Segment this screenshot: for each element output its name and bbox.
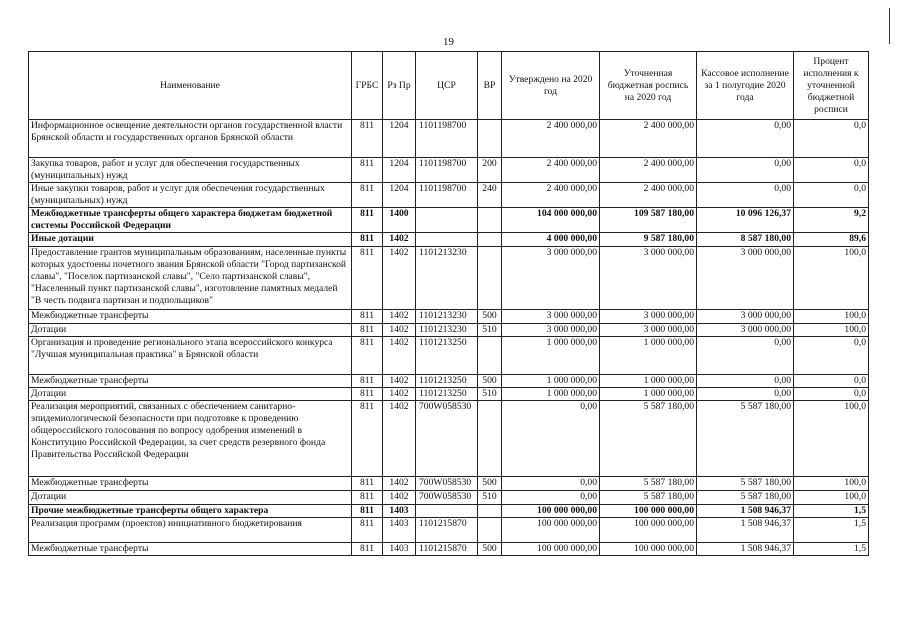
cell-name: Реализация мероприятий, связанных с обеспечением санитарно-эпидемиологической безопасности при подготовке к проведению общероссийского голосования по вопросу одобрения изменений в Конституцию Российской Федерации, за счет средств резервного фонда Правительства Российской Федерации [29, 401, 352, 477]
cell-rzpr: 1402 [383, 491, 416, 505]
cell-rzpr: 1204 [383, 183, 416, 208]
cell-rzpr: 1402 [383, 337, 416, 375]
cell-cash: 3 000 000,00 [697, 247, 794, 310]
table-row [29, 233, 869, 247]
table-row [29, 183, 869, 208]
cell-csr: 700W058530 [416, 491, 478, 505]
cell-name: Иные закупки товаров, работ и услуг для обеспечения государственных (муниципальных) нужд [29, 183, 352, 208]
cell-approved: 1 000 000,00 [502, 388, 600, 401]
cell-approved: 1 000 000,00 [502, 337, 600, 375]
cell-csr: 700W058530 [416, 401, 478, 477]
cell-name: Межбюджетные трансферты [29, 477, 352, 491]
cell-grbs: 811 [352, 247, 383, 310]
table-row [29, 324, 869, 337]
table-header-row [29, 52, 869, 120]
cell-rzpr: 1402 [383, 401, 416, 477]
cell-cash: 0,00 [697, 388, 794, 401]
cell-name: Реализация программ (проектов) инициативного бюджетирования [29, 518, 352, 543]
cell-csr: 1101213230 [416, 324, 478, 337]
cell-percent: 100,0 [794, 310, 869, 324]
cell-approved: 1 000 000,00 [502, 375, 600, 388]
cell-rzpr: 1403 [383, 518, 416, 543]
cell-refined: 1 000 000,00 [600, 337, 697, 375]
cell-approved: 100 000 000,00 [502, 505, 600, 518]
cell-name: Дотации [29, 388, 352, 401]
cell-percent: 100,0 [794, 491, 869, 505]
table-row [29, 477, 869, 491]
cell-percent: 100,0 [794, 477, 869, 491]
cell-csr: 700W058530 [416, 477, 478, 491]
page-number: 19 [443, 36, 454, 48]
cell-name: Прочие межбюджетные трансферты общего характера [29, 505, 352, 518]
cell-cash: 5 587 180,00 [697, 401, 794, 477]
cell-rzpr: 1204 [383, 120, 416, 158]
cell-rzpr: 1402 [383, 310, 416, 324]
table-row [29, 491, 869, 505]
cell-rzpr: 1402 [383, 477, 416, 491]
cell-vr [478, 247, 502, 310]
table-row [29, 310, 869, 324]
table-row [29, 401, 869, 477]
cell-grbs: 811 [352, 310, 383, 324]
cell-rzpr: 1204 [383, 158, 416, 183]
table-row [29, 247, 869, 310]
table-row [29, 388, 869, 401]
cell-name: Межбюджетные трансферты [29, 310, 352, 324]
cell-percent: 0,0 [794, 375, 869, 388]
cell-rzpr: 1402 [383, 324, 416, 337]
cell-refined: 3 000 000,00 [600, 247, 697, 310]
cell-grbs: 811 [352, 477, 383, 491]
cell-percent: 1,5 [794, 518, 869, 543]
cell-csr: 1101198700 [416, 158, 478, 183]
cell-grbs: 811 [352, 337, 383, 375]
cell-cash: 0,00 [697, 120, 794, 158]
cell-grbs: 811 [352, 505, 383, 518]
cell-rzpr: 1403 [383, 543, 416, 556]
cell-name: Организация и проведение регионального этапа всероссийского конкурса "Лучшая муниципальная практика" в Брянской области [29, 337, 352, 375]
cell-approved: 4 000 000,00 [502, 233, 600, 247]
cell-percent: 1,5 [794, 505, 869, 518]
cell-cash: 5 587 180,00 [697, 491, 794, 505]
cell-csr: 1101213230 [416, 310, 478, 324]
cell-refined: 3 000 000,00 [600, 324, 697, 337]
cell-grbs: 811 [352, 324, 383, 337]
cell-rzpr: 1402 [383, 247, 416, 310]
cell-percent: 100,0 [794, 401, 869, 477]
header-percent: Процент исполнения к уточненной бюджетной росписи [794, 52, 869, 120]
cell-cash: 1 508 946,37 [697, 518, 794, 543]
cell-csr: 1101213250 [416, 388, 478, 401]
cell-approved: 2 400 000,00 [502, 183, 600, 208]
cell-csr: 1101215870 [416, 543, 478, 556]
table-row [29, 375, 869, 388]
table-row [29, 505, 869, 518]
cell-refined: 2 400 000,00 [600, 158, 697, 183]
cell-refined: 100 000 000,00 [600, 543, 697, 556]
cell-csr [416, 208, 478, 233]
cell-vr: 240 [478, 183, 502, 208]
header-csr: ЦСР [416, 52, 478, 120]
cell-rzpr: 1403 [383, 505, 416, 518]
cell-percent: 100,0 [794, 324, 869, 337]
cell-cash: 3 000 000,00 [697, 324, 794, 337]
cell-name: Межбюджетные трансферты общего характера бюджетам бюджетной системы Российской Федерации [29, 208, 352, 233]
table-row [29, 158, 869, 183]
cell-grbs: 811 [352, 208, 383, 233]
cell-csr: 1101198700 [416, 183, 478, 208]
cell-vr: 510 [478, 324, 502, 337]
cell-name: Межбюджетные трансферты [29, 375, 352, 388]
cell-approved: 0,00 [502, 401, 600, 477]
cell-vr [478, 208, 502, 233]
cell-cash: 10 096 126,37 [697, 208, 794, 233]
cell-vr [478, 518, 502, 543]
margin-line [889, 8, 890, 44]
cell-percent: 0,0 [794, 337, 869, 375]
table-row [29, 208, 869, 233]
cell-refined: 1 000 000,00 [600, 375, 697, 388]
cell-grbs: 811 [352, 491, 383, 505]
header-cash: Кассовое исполнение за 1 полугодие 2020 года [697, 52, 794, 120]
cell-csr: 1101213250 [416, 375, 478, 388]
cell-name: Дотации [29, 324, 352, 337]
cell-name: Информационное освещение деятельности органов государственной власти Брянской области и государственных органов Брянской области [29, 120, 352, 158]
cell-rzpr: 1402 [383, 388, 416, 401]
cell-cash: 5 587 180,00 [697, 477, 794, 491]
cell-approved: 0,00 [502, 491, 600, 505]
cell-percent: 1,5 [794, 543, 869, 556]
cell-cash: 0,00 [697, 375, 794, 388]
cell-approved: 100 000 000,00 [502, 543, 600, 556]
cell-percent: 0,0 [794, 120, 869, 158]
cell-grbs: 811 [352, 183, 383, 208]
cell-grbs: 811 [352, 543, 383, 556]
cell-approved: 3 000 000,00 [502, 324, 600, 337]
cell-cash: 3 000 000,00 [697, 310, 794, 324]
cell-refined: 5 587 180,00 [600, 491, 697, 505]
cell-refined: 5 587 180,00 [600, 401, 697, 477]
cell-refined: 2 400 000,00 [600, 120, 697, 158]
cell-name: Дотации [29, 491, 352, 505]
budget-table [28, 51, 869, 556]
cell-approved: 100 000 000,00 [502, 518, 600, 543]
cell-grbs: 811 [352, 388, 383, 401]
cell-cash: 8 587 180,00 [697, 233, 794, 247]
cell-percent: 0,0 [794, 158, 869, 183]
cell-refined: 9 587 180,00 [600, 233, 697, 247]
cell-vr: 500 [478, 375, 502, 388]
cell-name: Иные дотации [29, 233, 352, 247]
cell-name: Межбюджетные трансферты [29, 543, 352, 556]
cell-rzpr: 1402 [383, 375, 416, 388]
table-body [29, 120, 869, 556]
cell-cash: 1 508 946,37 [697, 543, 794, 556]
cell-grbs: 811 [352, 518, 383, 543]
cell-vr [478, 233, 502, 247]
cell-rzpr: 1402 [383, 233, 416, 247]
cell-vr: 510 [478, 491, 502, 505]
header-vr: ВР [478, 52, 502, 120]
cell-refined: 1 000 000,00 [600, 388, 697, 401]
cell-percent: 100,0 [794, 247, 869, 310]
cell-refined: 109 587 180,00 [600, 208, 697, 233]
header-approved: Утверждено на 2020 год [502, 52, 600, 120]
cell-vr: 500 [478, 477, 502, 491]
cell-percent: 9,2 [794, 208, 869, 233]
cell-percent: 0,0 [794, 183, 869, 208]
cell-rzpr: 1400 [383, 208, 416, 233]
cell-csr [416, 505, 478, 518]
cell-vr [478, 401, 502, 477]
cell-vr: 500 [478, 310, 502, 324]
cell-csr: 1101213250 [416, 337, 478, 375]
cell-grbs: 811 [352, 375, 383, 388]
cell-grbs: 811 [352, 233, 383, 247]
cell-refined: 100 000 000,00 [600, 518, 697, 543]
cell-approved: 3 000 000,00 [502, 247, 600, 310]
header-grbs: ГРБС [352, 52, 383, 120]
cell-approved: 0,00 [502, 477, 600, 491]
cell-cash: 0,00 [697, 337, 794, 375]
cell-csr: 1101213230 [416, 247, 478, 310]
cell-grbs: 811 [352, 401, 383, 477]
cell-vr [478, 120, 502, 158]
cell-vr: 500 [478, 543, 502, 556]
table-row [29, 543, 869, 556]
cell-approved: 3 000 000,00 [502, 310, 600, 324]
cell-approved: 2 400 000,00 [502, 120, 600, 158]
cell-refined: 5 587 180,00 [600, 477, 697, 491]
cell-cash: 0,00 [697, 183, 794, 208]
cell-vr [478, 337, 502, 375]
cell-approved: 104 000 000,00 [502, 208, 600, 233]
cell-cash: 1 508 946,37 [697, 505, 794, 518]
cell-vr [478, 505, 502, 518]
table-row [29, 518, 869, 543]
cell-csr: 1101198700 [416, 120, 478, 158]
cell-csr [416, 233, 478, 247]
header-rzpr: Рз Пр [383, 52, 416, 120]
cell-percent: 89,6 [794, 233, 869, 247]
cell-name: Предоставление грантов муниципальным образованиям, населенные пункты которых удостоены почетного звания Брянской области "Город партизанской славы", "Поселок партизанской славы", "Село партизанской славы", "Населенный пункт партизанской славы", изготовление памятных медалей "В честь подвига партизан и подпольщиков" [29, 247, 352, 310]
table-row [29, 120, 869, 158]
header-refined: Уточненная бюджетная роспись на 2020 год [600, 52, 697, 120]
cell-vr: 200 [478, 158, 502, 183]
cell-percent: 0,0 [794, 388, 869, 401]
cell-vr: 510 [478, 388, 502, 401]
cell-refined: 3 000 000,00 [600, 310, 697, 324]
cell-csr: 1101215870 [416, 518, 478, 543]
cell-grbs: 811 [352, 158, 383, 183]
cell-grbs: 811 [352, 120, 383, 158]
cell-approved: 2 400 000,00 [502, 158, 600, 183]
cell-cash: 0,00 [697, 158, 794, 183]
cell-name: Закупка товаров, работ и услуг для обеспечения государственных (муниципальных) нужд [29, 158, 352, 183]
header-name: Наименование [29, 52, 352, 120]
table-row [29, 337, 869, 375]
cell-refined: 100 000 000,00 [600, 505, 697, 518]
cell-refined: 2 400 000,00 [600, 183, 697, 208]
